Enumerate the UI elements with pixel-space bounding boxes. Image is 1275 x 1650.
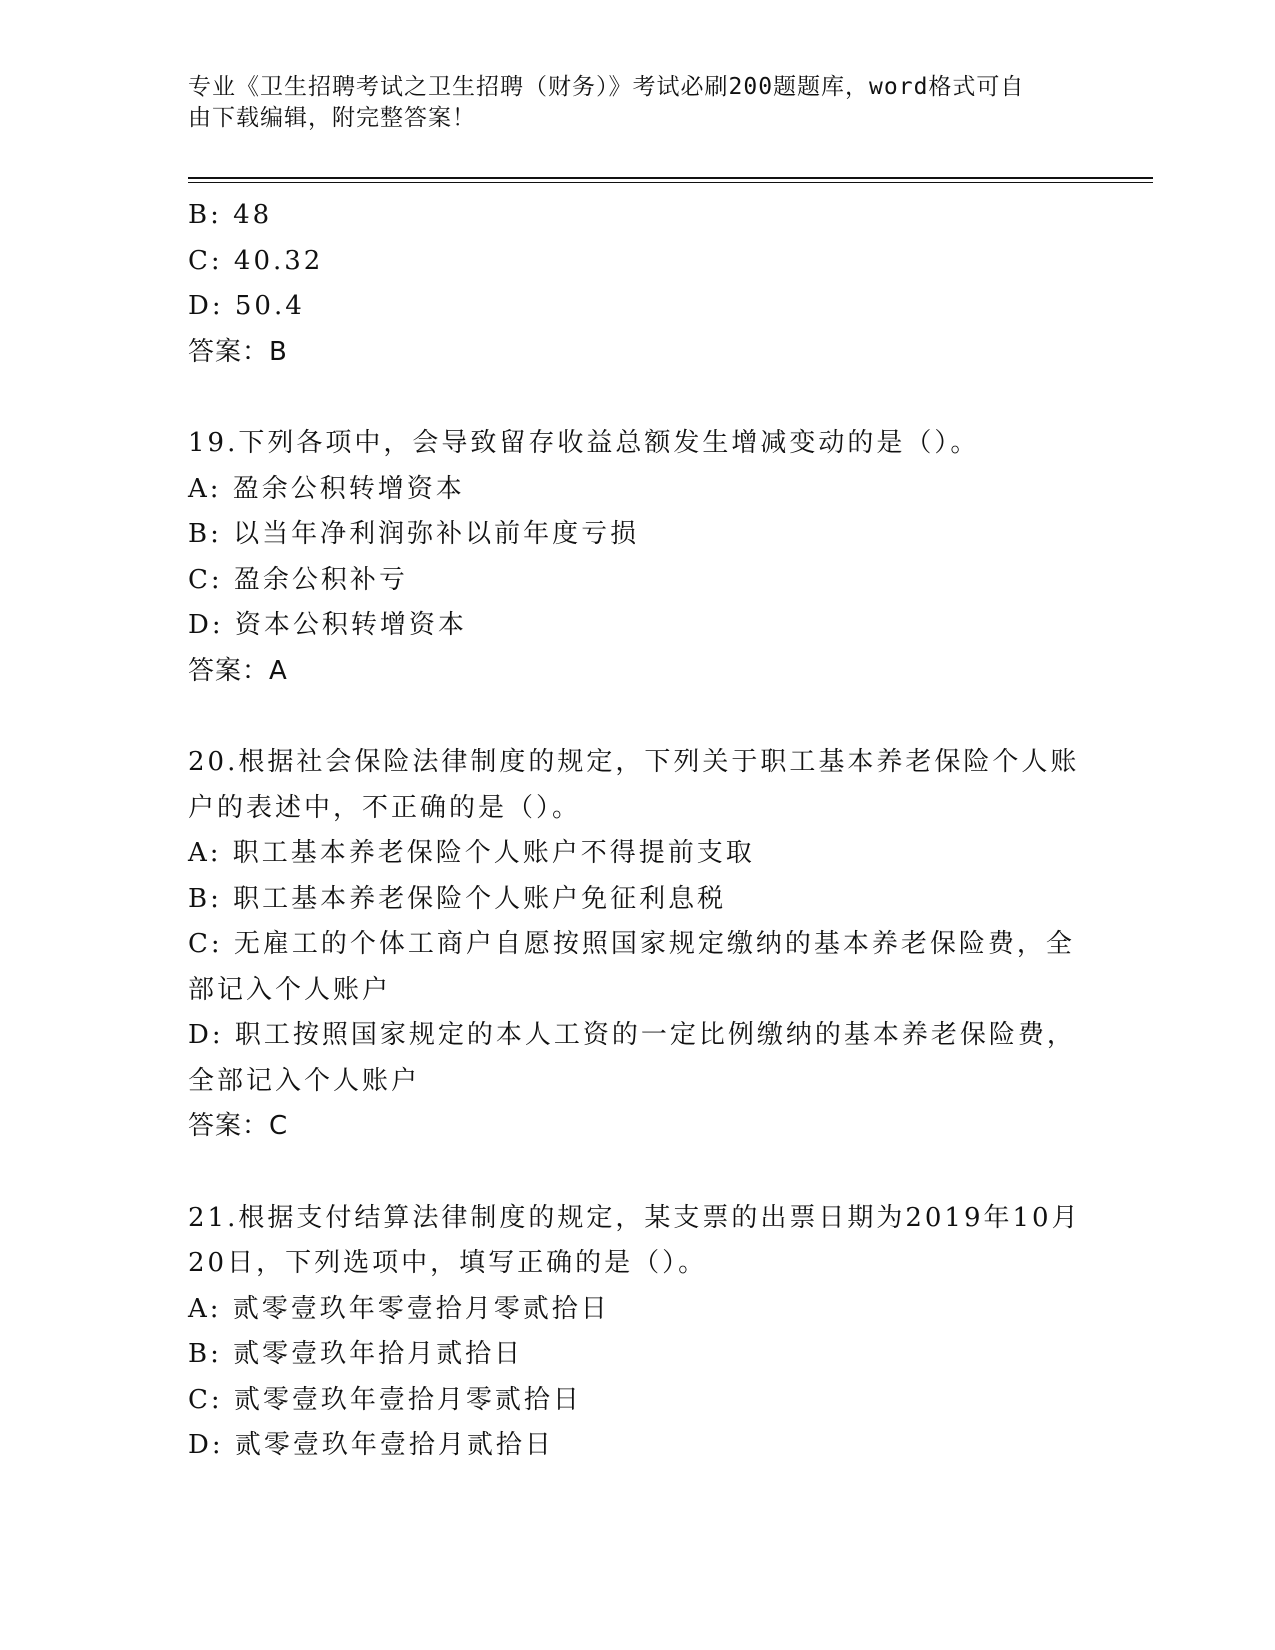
question-content (188, 193, 1088, 1469)
question-stem-continued: 20日，下列选项中，填写正确的是（）。 (188, 1248, 708, 1278)
header-divider-thin (188, 182, 1153, 183)
option-c-continued: 部记入个人账户 (188, 974, 392, 1005)
question-stem: 21.根据支付结算法律制度的规定，某支票的出票日期为2019年10月 (188, 1202, 1081, 1233)
header-line-1: 专业《卫生招聘考试之卫生招聘（财务）》考试必刷200题题库，word格式可自 (188, 74, 1025, 100)
previous-question-block (188, 193, 1088, 375)
option-d-continued: 全部记入个人账户 (188, 1065, 421, 1096)
question-20 (188, 740, 1088, 1150)
question-stem-continued: 户的表述中，不正确的是（）。 (188, 792, 582, 823)
option-b: B: 以当年净利润弥补以前年度亏损 (188, 519, 640, 549)
option-c: C: 盈余公积补亏 (188, 564, 408, 595)
question-stem: 20.根据社会保险法律制度的规定，下列关于职工基本养老保险个人账 (188, 747, 1080, 777)
question-19 (188, 421, 1088, 694)
option-a: A: 贰零壹玖年零壹拾月零贰拾日 (188, 1293, 610, 1324)
answer-line: 答案：C (188, 1111, 289, 1141)
document-header (188, 72, 1068, 134)
answer-line: 答案：B (188, 336, 288, 367)
option-a: A: 盈余公积转增资本 (188, 473, 465, 504)
option-d: D: 资本公积转增资本 (188, 610, 467, 640)
option-a: A: 职工基本养老保险个人账户不得提前支取 (188, 838, 755, 868)
header-line-2: 由下载编辑，附完整答案！ (188, 105, 476, 131)
option-c: C: 无雇工的个体工商户自愿按照国家规定缴纳的基本养老保险费，全 (188, 929, 1075, 959)
option-d: D: 贰零壹玖年壹拾月贰拾日 (188, 1430, 554, 1460)
option-b: B: 贰零壹玖年拾月贰拾日 (188, 1339, 524, 1369)
option-d: D: 职工按照国家规定的本人工资的一定比例缴纳的基本养老保险费， (188, 1020, 1076, 1050)
header-divider-thick (188, 177, 1153, 179)
question-21 (188, 1196, 1088, 1469)
option-c: C: 贰零壹玖年壹拾月零贰拾日 (188, 1384, 582, 1415)
spacer (188, 375, 1088, 421)
option-c: C: 40.32 (188, 245, 324, 276)
option-d: D: 50.4 (188, 291, 305, 321)
spacer (188, 694, 1088, 740)
option-b: B: 职工基本养老保险个人账户免征利息税 (188, 883, 727, 914)
answer-line: 答案：A (188, 655, 288, 686)
option-b: B: 48 (188, 200, 273, 230)
spacer (188, 1150, 1088, 1196)
question-stem: 19.下列各项中，会导致留存收益总额发生增减变动的是（）。 (188, 428, 980, 458)
